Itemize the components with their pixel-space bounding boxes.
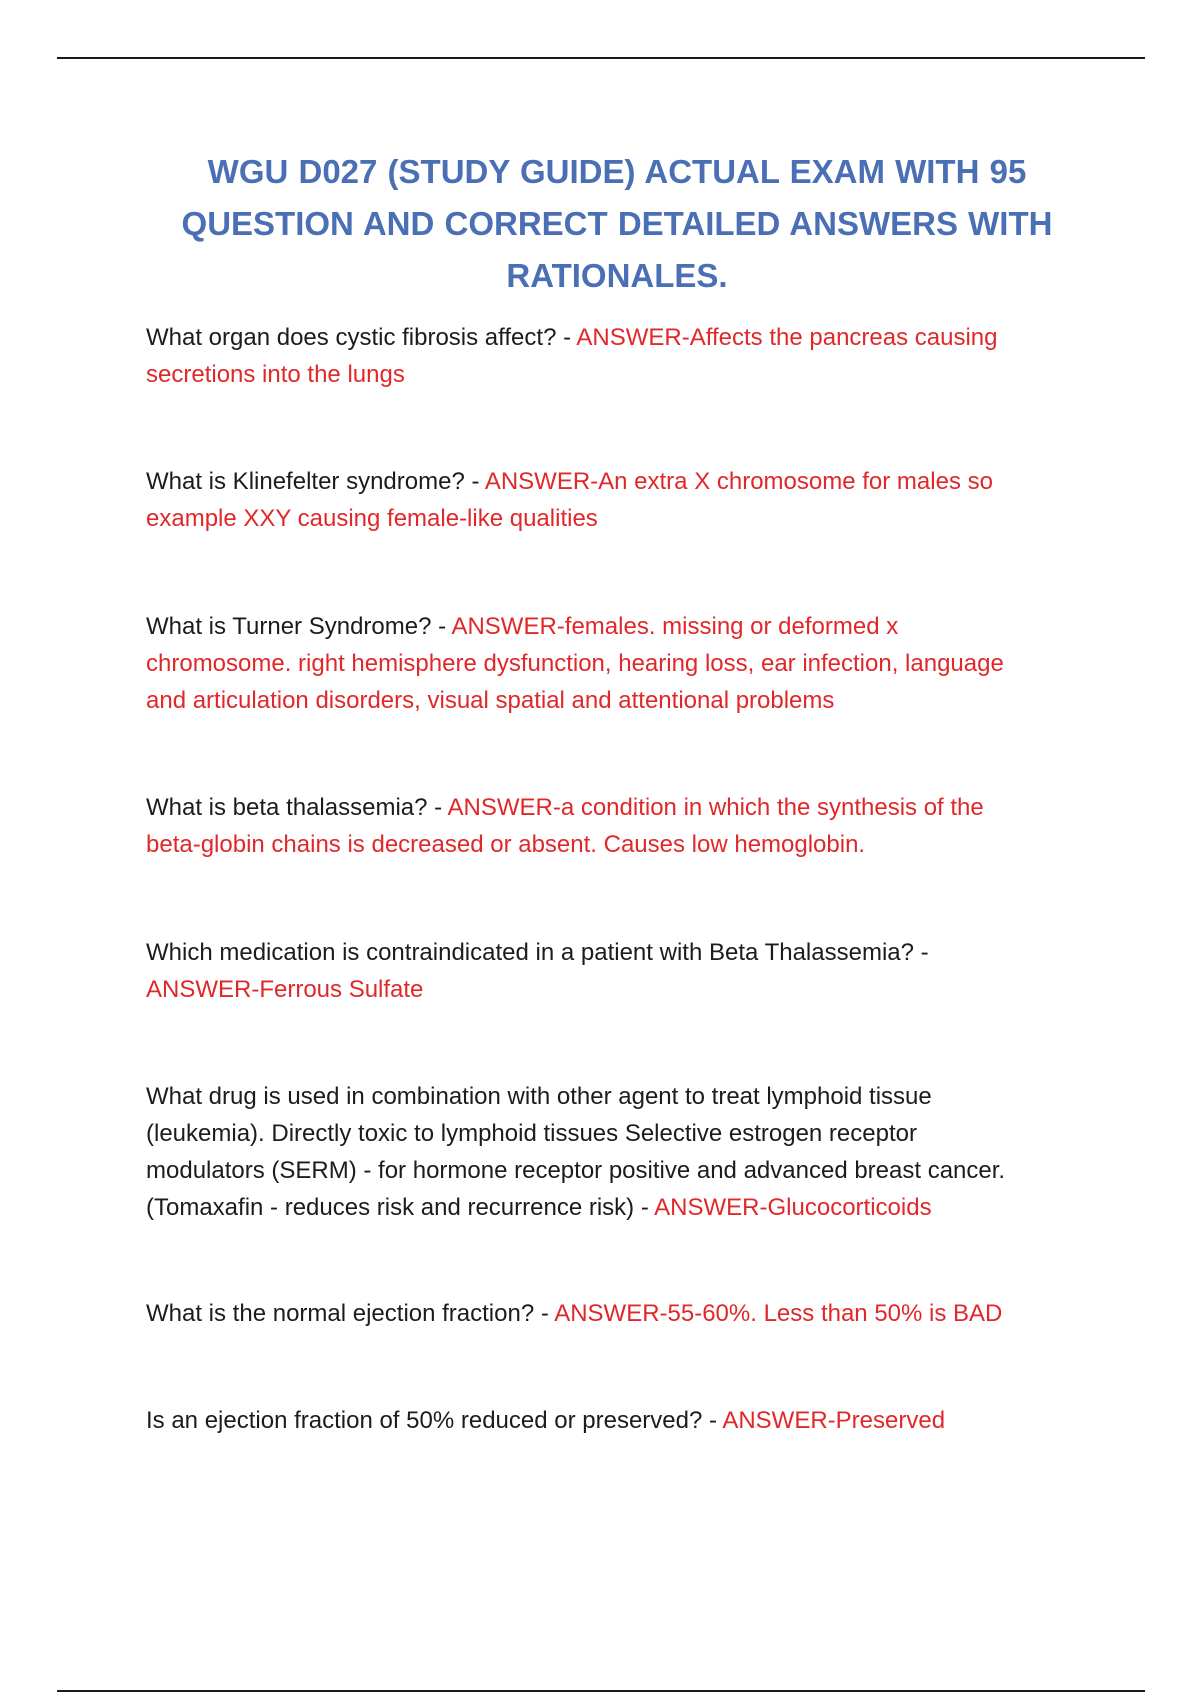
- question-text: modulators (SERM) - for hormone receptor positive and advanced breast cancer.: [146, 1157, 1006, 1184]
- title-line: WGU D027 (STUDY GUIDE) ACTUAL EXAM WITH 95: [207, 153, 1027, 190]
- answer-text: ANSWER-Ferrous Sulfate: [146, 976, 424, 1003]
- qa-line: [146, 1295, 1096, 1332]
- document-title: [150, 146, 1084, 302]
- question-text: What is Klinefelter syndrome? -: [146, 468, 485, 495]
- qa-line: [146, 608, 1096, 645]
- question-text: What is Turner Syndrome? -: [146, 613, 452, 640]
- qa-item-beta-thalassemia: [146, 789, 1096, 863]
- qa-item-ejection-fraction-50: [146, 1402, 1096, 1439]
- question-text: Is an ejection fraction of 50% reduced or preserved? -: [146, 1407, 723, 1434]
- qa-item-lymphoid-drug: [146, 1078, 1096, 1226]
- question-text: Which medication is contraindicated in a patient with Beta Thalassemia? -: [146, 939, 929, 966]
- qa-item-klinefelter: [146, 463, 1096, 537]
- question-text: What drug is used in combination with other agent to treat lymphoid tissue: [146, 1083, 932, 1110]
- answer-text: ANSWER-a condition in which the synthesis of the: [447, 794, 984, 821]
- question-text: What is the normal ejection fraction? -: [146, 1300, 555, 1327]
- qa-item-turner: [146, 608, 1096, 719]
- qa-item-contraindicated-medication: [146, 934, 1096, 1008]
- answer-text: ANSWER-An extra X chromosome for males so: [484, 468, 993, 495]
- footer-rule: [57, 1690, 1145, 1692]
- qa-item-normal-ejection-fraction: [146, 1295, 1096, 1332]
- answer-text: ANSWER-55-60%. Less than 50% is BAD: [554, 1300, 1003, 1327]
- answer-text: example XXY causing female-like qualities: [146, 505, 598, 532]
- answer-text: chromosome. right hemisphere dysfunction, hearing loss, ear infection, language: [146, 650, 1004, 677]
- answer-text: secretions into the lungs: [146, 361, 405, 388]
- qa-line: [146, 319, 1096, 356]
- answer-text: ANSWER-Preserved: [722, 1407, 946, 1434]
- answer-text: beta-globin chains is decreased or absent. Causes low hemoglobin.: [146, 831, 866, 858]
- question-text: What organ does cystic fibrosis affect? -: [146, 324, 577, 351]
- title-line: RATIONALES.: [506, 257, 728, 294]
- qa-line: [146, 789, 1096, 826]
- answer-text: and articulation disorders, visual spatial and attentional problems: [146, 687, 835, 714]
- qa-line: [146, 1189, 1096, 1226]
- qa-line: [146, 1402, 1096, 1439]
- qa-line: [146, 463, 1096, 500]
- question-text: (leukemia). Directly toxic to lymphoid tissues Selective estrogen receptor: [146, 1120, 917, 1147]
- answer-text: ANSWER-Glucocorticoids: [654, 1194, 932, 1221]
- question-text: (Tomaxafin - reduces risk and recurrence risk) -: [146, 1194, 655, 1221]
- qa-item-cystic-fibrosis: [146, 319, 1096, 393]
- title-line: QUESTION AND CORRECT DETAILED ANSWERS WITH: [181, 205, 1053, 242]
- question-text: What is beta thalassemia? -: [146, 794, 448, 821]
- answer-text: ANSWER-females. missing or deformed x: [451, 613, 899, 640]
- answer-text: ANSWER-Affects the pancreas causing: [576, 324, 998, 351]
- header-rule: [57, 57, 1145, 59]
